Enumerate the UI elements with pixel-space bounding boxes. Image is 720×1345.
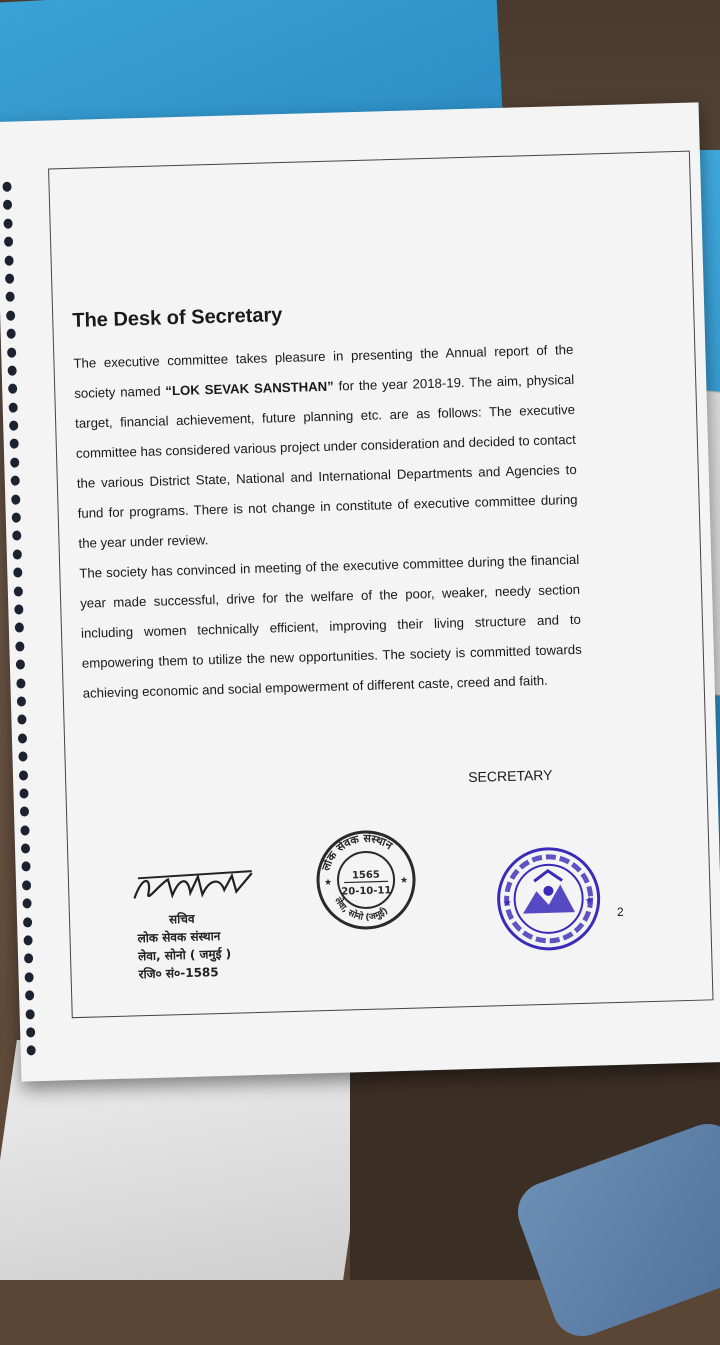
spiral-hole bbox=[20, 825, 29, 835]
spiral-hole bbox=[14, 586, 23, 596]
spiral-hole bbox=[15, 623, 24, 633]
spiral-hole bbox=[13, 568, 22, 578]
spiral-hole bbox=[10, 457, 19, 467]
spiral-hole bbox=[25, 990, 34, 1000]
spiral-hole bbox=[21, 862, 30, 872]
spiral-hole bbox=[12, 512, 21, 522]
signature-block bbox=[128, 866, 301, 984]
spiral-hole bbox=[15, 641, 24, 651]
folder-faint-text bbox=[19, 30, 438, 52]
spiral-hole bbox=[19, 770, 28, 780]
spiral-hole bbox=[17, 715, 26, 725]
secretary-label: SECRETARY bbox=[467, 766, 553, 786]
document-content bbox=[72, 296, 583, 709]
round-rubber-stamp bbox=[313, 827, 420, 934]
paragraph-1 bbox=[73, 335, 579, 559]
svg-text:★: ★ bbox=[584, 895, 594, 907]
spiral-hole bbox=[12, 531, 21, 541]
spiral-hole bbox=[21, 843, 30, 853]
spiral-hole bbox=[7, 329, 16, 339]
spiral-hole bbox=[27, 1046, 36, 1056]
signature-org: लोक सेवक संस्थान bbox=[137, 929, 221, 946]
spiral-hole bbox=[22, 880, 31, 890]
stamp-top-text: लोक सेवक संस्थान bbox=[319, 831, 395, 873]
spiral-hole bbox=[24, 972, 33, 982]
svg-text:लोक सेवक संस्थान bbox=[317, 831, 396, 874]
spiral-hole bbox=[26, 1027, 35, 1037]
spiral-hole bbox=[5, 273, 14, 283]
spiral-hole bbox=[17, 696, 26, 706]
signature-registration: रजि० सं०-1585 bbox=[138, 965, 219, 982]
spiral-hole bbox=[8, 365, 17, 375]
spiral-hole bbox=[3, 218, 12, 228]
spiral-hole bbox=[11, 494, 20, 504]
spiral-hole bbox=[14, 604, 23, 614]
spiral-hole bbox=[23, 935, 32, 945]
spiral-hole bbox=[10, 439, 19, 449]
spiral-hole bbox=[4, 255, 13, 265]
spiral-hole bbox=[16, 678, 25, 688]
spiral-hole bbox=[18, 733, 27, 743]
svg-text:★: ★ bbox=[399, 874, 409, 885]
handwritten-signature bbox=[128, 867, 259, 907]
stamp-number: 1565 bbox=[351, 869, 380, 882]
stamp-bottom-text: लेवा, सोनो (जमुई) bbox=[332, 896, 391, 923]
spiral-hole bbox=[9, 421, 18, 431]
signature-address: लेवा, सोनो ( जमुई ) bbox=[137, 946, 232, 964]
spiral-hole bbox=[7, 347, 16, 357]
spiral-hole bbox=[5, 292, 14, 302]
spiral-hole bbox=[19, 788, 28, 798]
paragraph-1-end: for the year 2018-19. The aim, physical target, financial achievement, future planning etc. are as follows: The executive committee has considered various project under consideration and decided to contact the various District State, National and International Departments and Agencies to fund for programs. There is not change in constitute of executive committee during the year under review. bbox=[74, 371, 578, 551]
spiral-hole bbox=[26, 1009, 35, 1019]
spiral-hole bbox=[16, 660, 25, 670]
spiral-hole bbox=[4, 237, 13, 247]
page-title: The Desk of Secretary bbox=[72, 304, 283, 332]
spiral-hole bbox=[3, 200, 12, 210]
svg-text:★: ★ bbox=[502, 897, 512, 910]
document-page bbox=[0, 102, 720, 1081]
page-number: 2 bbox=[616, 904, 624, 919]
spiral-hole bbox=[9, 402, 18, 412]
spiral-hole bbox=[8, 384, 17, 394]
spiral-hole bbox=[24, 954, 33, 964]
spiral-hole bbox=[13, 549, 22, 559]
paragraph-1-start: The executive committee takes pleasure in presenting the Annual report of the society named bbox=[73, 341, 574, 401]
stamp-date: 20-10-11 bbox=[341, 885, 392, 898]
organization-logo-stamp bbox=[493, 843, 604, 954]
svg-text:★: ★ bbox=[323, 876, 333, 888]
spiral-hole bbox=[2, 182, 11, 192]
spiral-hole bbox=[20, 807, 29, 817]
spiral-hole bbox=[22, 899, 31, 909]
organization-name: “LOK SEVAK SANSTHAN” bbox=[165, 378, 334, 399]
signature-title: सचिव bbox=[168, 911, 195, 927]
spiral-hole bbox=[6, 310, 15, 320]
spiral-hole bbox=[18, 751, 27, 761]
spiral-hole bbox=[11, 476, 20, 486]
spiral-hole bbox=[23, 917, 32, 927]
paragraph-2: The society has convinced in meeting of the executive committee during the financial year made successful, drive for the welfare of the poor, weaker, needy section including women technically efficient, improving their living structure and to empowering them to utilize the new opportunities. The society is committed towards achieving economic and social empowerment of different caste, creed and faith. bbox=[79, 551, 582, 701]
